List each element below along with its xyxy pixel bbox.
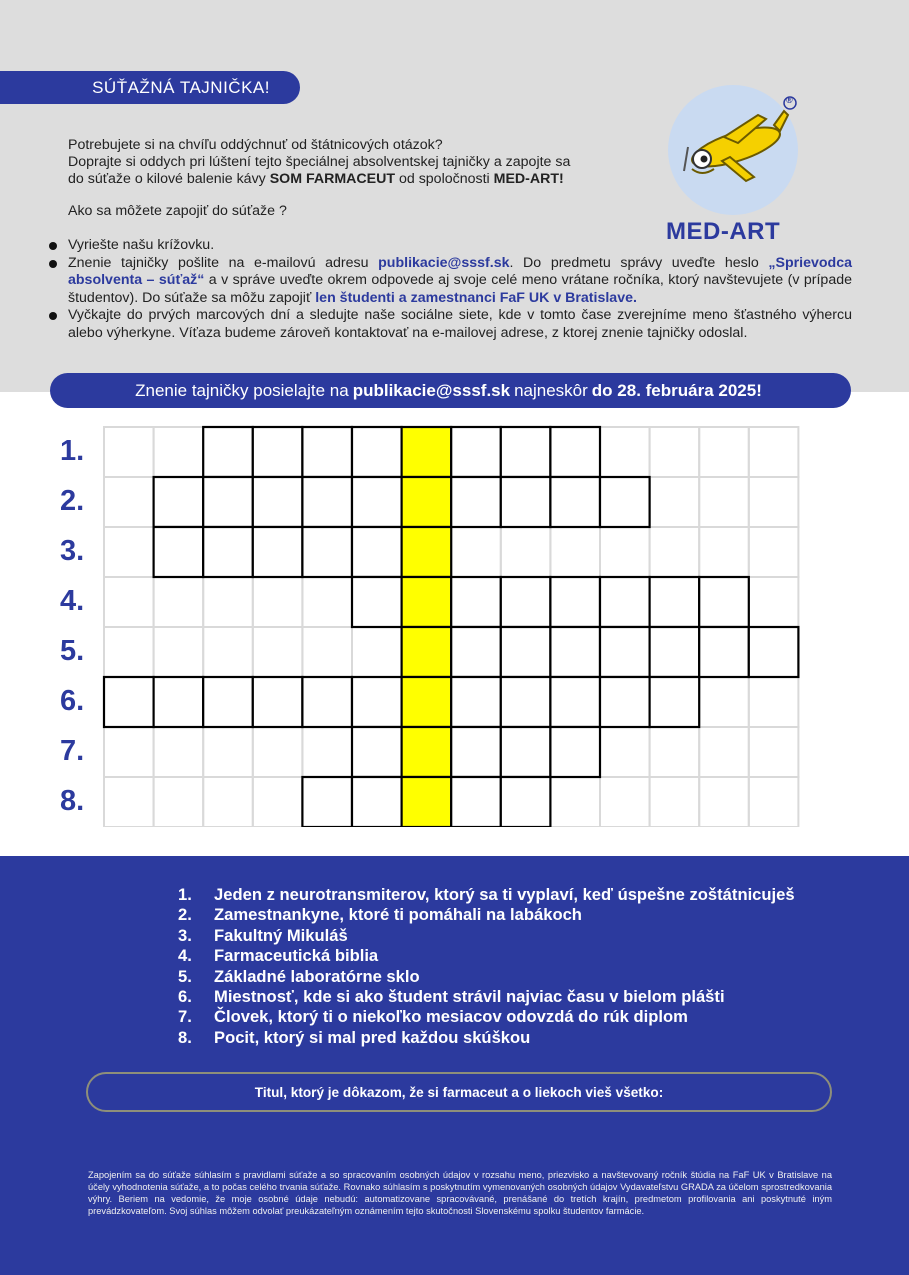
clue-number: 7. (178, 1007, 192, 1027)
clue-text: Základné laboratórne sklo (214, 966, 420, 986)
med-art-logo (666, 85, 800, 245)
clue-item (178, 967, 878, 987)
clue-item (178, 987, 878, 1007)
crossword-cell[interactable] (550, 477, 600, 527)
grid-background-cell (650, 527, 700, 577)
crossword-cell[interactable] (451, 677, 501, 727)
crossword-cell[interactable] (501, 477, 551, 527)
grid-background-cell (253, 577, 303, 627)
grid-background-cell (203, 727, 253, 777)
grid-background-cell (154, 727, 204, 777)
grid-background-cell (699, 527, 749, 577)
crossword-cell[interactable] (550, 627, 600, 677)
solution-cell[interactable] (402, 527, 452, 577)
deadline-text-b: najneskôr (514, 380, 588, 400)
instruction-item (46, 255, 852, 308)
deadline-date: do 28. februára 2025! (591, 380, 762, 400)
grid-background-cell (699, 427, 749, 477)
grid-background-cell (451, 527, 501, 577)
clue-item (178, 905, 878, 925)
clues-section (0, 856, 909, 1275)
grid-background-cell (253, 777, 303, 827)
row-number: 5. (60, 635, 85, 667)
grid-background-cell (650, 777, 700, 827)
crossword-cell[interactable] (253, 527, 303, 577)
grid-background-cell (302, 627, 352, 677)
crossword-cell[interactable] (203, 427, 253, 477)
crossword-cell[interactable] (550, 577, 600, 627)
crossword-cell[interactable] (203, 677, 253, 727)
grid-background-cell (749, 527, 799, 577)
clue-text: Fakultný Mikuláš (214, 925, 348, 945)
crossword-cell[interactable] (550, 677, 600, 727)
grid-background-cell (154, 577, 204, 627)
solution-cell[interactable] (402, 577, 452, 627)
instruction-2-a: Znenie tajničky pošlite na e-mailovú adresu (68, 254, 379, 271)
crossword-cell[interactable] (104, 677, 154, 727)
grid-background-cell (699, 477, 749, 527)
grid-background-cell (104, 777, 154, 827)
crossword-cell[interactable] (352, 727, 402, 777)
clue-text: Miestnosť, kde si ako študent strávil najviac času v bielom plášti (214, 987, 725, 1007)
clue-item (178, 1007, 878, 1027)
grid-background-cell (749, 477, 799, 527)
grid-background-cell (352, 627, 402, 677)
clue-number: 6. (178, 987, 192, 1007)
crossword-cell[interactable] (253, 427, 303, 477)
crossword-cell[interactable] (699, 627, 749, 677)
crossword-cell[interactable] (352, 777, 402, 827)
clue-item (178, 946, 878, 966)
crossword-cell[interactable] (600, 577, 650, 627)
grid-background-cell (253, 627, 303, 677)
subject-keyword: „Sprievodca absolventa – súťaž“ (68, 254, 852, 288)
crossword-cell[interactable] (501, 677, 551, 727)
solution-answer-box[interactable] (86, 1072, 832, 1112)
crossword-cell[interactable] (600, 477, 650, 527)
page-title (0, 71, 300, 104)
product-name: SOM FARMACEUT (269, 171, 396, 187)
how-to-heading: Ako sa môžete zapojiť do súťaže ? (68, 203, 287, 219)
solution-cell[interactable] (402, 677, 452, 727)
solution-cell[interactable] (402, 477, 452, 527)
crossword-cell[interactable] (352, 577, 402, 627)
grid-background-cell (699, 677, 749, 727)
row-number: 6. (60, 685, 85, 717)
grid-background-cell (749, 577, 799, 627)
grid-background-cell (600, 427, 650, 477)
solution-cell[interactable] (402, 777, 452, 827)
row-number: 1. (60, 435, 85, 467)
grid-background-cell (699, 777, 749, 827)
solution-prompt: Titul, ktorý je dôkazom, že si farmaceut a o liekoch vieš všetko: (254, 1084, 664, 1100)
crossword-cell[interactable] (302, 527, 352, 577)
crossword-cell[interactable] (501, 727, 551, 777)
clue-number: 8. (178, 1027, 192, 1047)
crossword-cell[interactable] (253, 677, 303, 727)
grid-background-cell (749, 427, 799, 477)
row-number: 4. (60, 585, 85, 617)
clue-text: Pocit, ktorý si mal pred každou skúškou (214, 1027, 531, 1047)
crossword-cell[interactable] (352, 677, 402, 727)
crossword-cell[interactable] (699, 577, 749, 627)
grid-background-cell (104, 727, 154, 777)
logo-text: MED-ART (666, 218, 781, 245)
clue-text: Človek, ktorý ti o niekoľko mesiacov odovzdá do rúk diplom (214, 1007, 688, 1027)
instruction-2-c: a v správe uveďte okrem odpovede aj svoje celé meno vrátane ročníka, ktorý navštevujete (v prípade študentov). Do súťaže sa môžu zapojiť (68, 272, 852, 306)
grid-background-cell (749, 677, 799, 727)
crossword (0, 425, 909, 827)
clue-item (178, 885, 878, 905)
legal-disclaimer: Zapojením sa do súťaže súhlasím s pravidlami súťaže a so spracovaním osobných údajov v rozsahu meno, priezvisko a navštevovaný ročník štúdia na FaF UK v Bratislave na účely vyhodnotenia súťaže, a to počas celého trvania súťaže. Rovnako súhlasím s poskytnutím vymenovaných osobných údajov Vydavateľstvu GRADA za účelom sprostredkovania výhry. Beriem na vedomie, že moje osobné údaje nebudú: automatizovane spracovávané, prenášané do tretích krajín, predmetom profilovania ani poskytnuté iným prevádzkovateľom. Svoj súhlas môžem odvolať preukázateľným oznámením tejto skutočnosti Slovenskému spolku študentov farmácie. (88, 1170, 832, 1216)
crossword-cell[interactable] (501, 427, 551, 477)
instruction-2-b: . Do predmetu správy uveďte heslo (509, 254, 769, 271)
grid-background-cell (203, 627, 253, 677)
clue-number: 3. (178, 925, 192, 945)
crossword-cell[interactable] (749, 627, 799, 677)
crossword-cell[interactable] (154, 527, 204, 577)
clue-text: Jeden z neurotransmiterov, ktorý sa ti vyplaví, keď úspešne zoštátnicuješ (214, 885, 795, 904)
crossword-cell[interactable] (550, 727, 600, 777)
crossword-cell[interactable] (352, 527, 402, 577)
crossword-cell[interactable] (650, 677, 700, 727)
crossword-cell[interactable] (451, 427, 501, 477)
crossword-cell[interactable] (550, 427, 600, 477)
airplane-icon (666, 85, 800, 215)
crossword-cell[interactable] (650, 627, 700, 677)
row-number: 3. (60, 535, 85, 567)
row-number: 2. (60, 485, 85, 517)
grid-background-cell (550, 527, 600, 577)
grid-background-cell (104, 577, 154, 627)
solution-cell[interactable] (402, 627, 452, 677)
clue-item (178, 1028, 878, 1048)
clue-item (178, 926, 878, 946)
grid-background-cell (600, 777, 650, 827)
crossword-cell[interactable] (451, 577, 501, 627)
grid-background-cell (302, 577, 352, 627)
clue-number: 4. (178, 946, 192, 966)
grid-background-cell (749, 727, 799, 777)
intro-line-3 (68, 171, 628, 188)
grid-background-cell (154, 427, 204, 477)
crossword-cell[interactable] (154, 477, 204, 527)
crossword-cell[interactable] (203, 477, 253, 527)
registered-mark: ® (786, 95, 793, 105)
grid-background-cell (600, 527, 650, 577)
instructions-list (46, 237, 852, 342)
deadline-text-a: Znenie tajničky posielajte na (135, 380, 349, 400)
crossword-cell[interactable] (600, 677, 650, 727)
grid-background-cell (550, 777, 600, 827)
crossword-cell[interactable] (600, 627, 650, 677)
clue-number: 1. (178, 885, 192, 904)
crossword-cell[interactable] (501, 577, 551, 627)
row-number: 8. (60, 785, 85, 817)
grid-background-cell (650, 427, 700, 477)
grid-background-cell (203, 777, 253, 827)
intro-line-3-c: od spoločnosti (395, 171, 494, 187)
crossword-grid (0, 425, 909, 827)
page-title-text: SÚŤAŽNÁ TAJNIČKA! (92, 77, 270, 97)
crossword-cell[interactable] (253, 477, 303, 527)
grid-background-cell (749, 777, 799, 827)
instruction-item (46, 307, 852, 342)
crossword-cell[interactable] (451, 727, 501, 777)
clue-text: Farmaceutická biblia (214, 946, 379, 966)
crossword-cell[interactable] (451, 777, 501, 827)
grid-background-cell (253, 727, 303, 777)
crossword-cell[interactable] (203, 527, 253, 577)
grid-background-cell (302, 727, 352, 777)
grid-background-cell (104, 627, 154, 677)
crossword-cell[interactable] (154, 677, 204, 727)
clues-list (178, 885, 878, 1048)
crossword-cell[interactable] (302, 427, 352, 477)
crossword-cell[interactable] (451, 627, 501, 677)
deadline-email[interactable]: publikacie@sssf.sk (352, 380, 511, 400)
clue-number: 2. (178, 905, 192, 925)
solution-cell[interactable] (402, 727, 452, 777)
crossword-cell[interactable] (302, 777, 352, 827)
intro-line-3-a: do súťaže o kilové balenie kávy (68, 171, 270, 187)
grid-background-cell (154, 777, 204, 827)
crossword-cell[interactable] (302, 477, 352, 527)
clue-text: Zamestnankyne, ktoré ti pomáhali na labákoch (214, 905, 582, 925)
grid-background-cell (501, 527, 551, 577)
instruction-1: Vyriešte našu krížovku. (68, 237, 215, 253)
row-number: 7. (60, 735, 85, 767)
clue-number: 5. (178, 966, 192, 986)
intro-line-1: Potrebujete si na chvíľu oddýchnuť od štátnicových otázok? (68, 137, 443, 153)
grid-background-cell (699, 727, 749, 777)
crossword-cell[interactable] (501, 777, 551, 827)
eligibility-text: len študenti a zamestnanci FaF UK v Bratislave. (315, 289, 637, 306)
crossword-cell[interactable] (501, 627, 551, 677)
deadline-banner (50, 373, 851, 408)
solution-cell[interactable] (402, 427, 452, 477)
grid-background-cell (104, 527, 154, 577)
email-link[interactable]: publikacie@sssf.sk (378, 254, 510, 271)
company-name: MED-ART! (493, 171, 564, 187)
instruction-3: Vyčkajte do prvých marcových dní a sledujte naše sociálne siete, kde v tomto čase zverejníme meno šťastného výhercu alebo výherkyne. Víťaza budeme zároveň kontaktovať na e-mailovej adrese, z ktorej znenie tajničky odoslal. (68, 307, 852, 341)
crossword-cell[interactable] (352, 477, 402, 527)
crossword-cell[interactable] (302, 677, 352, 727)
intro-line-2: Doprajte si oddych pri lúštení tejto špeciálnej absolventskej tajničky a zapojte sa (68, 154, 571, 170)
crossword-cell[interactable] (451, 477, 501, 527)
grid-background-cell (650, 477, 700, 527)
grid-background-cell (104, 427, 154, 477)
grid-background-cell (600, 727, 650, 777)
grid-background-cell (203, 577, 253, 627)
grid-background-cell (650, 727, 700, 777)
grid-background-cell (104, 477, 154, 527)
crossword-cell[interactable] (650, 577, 700, 627)
intro-text (68, 137, 628, 188)
grid-background-cell (154, 627, 204, 677)
crossword-cell[interactable] (352, 427, 402, 477)
